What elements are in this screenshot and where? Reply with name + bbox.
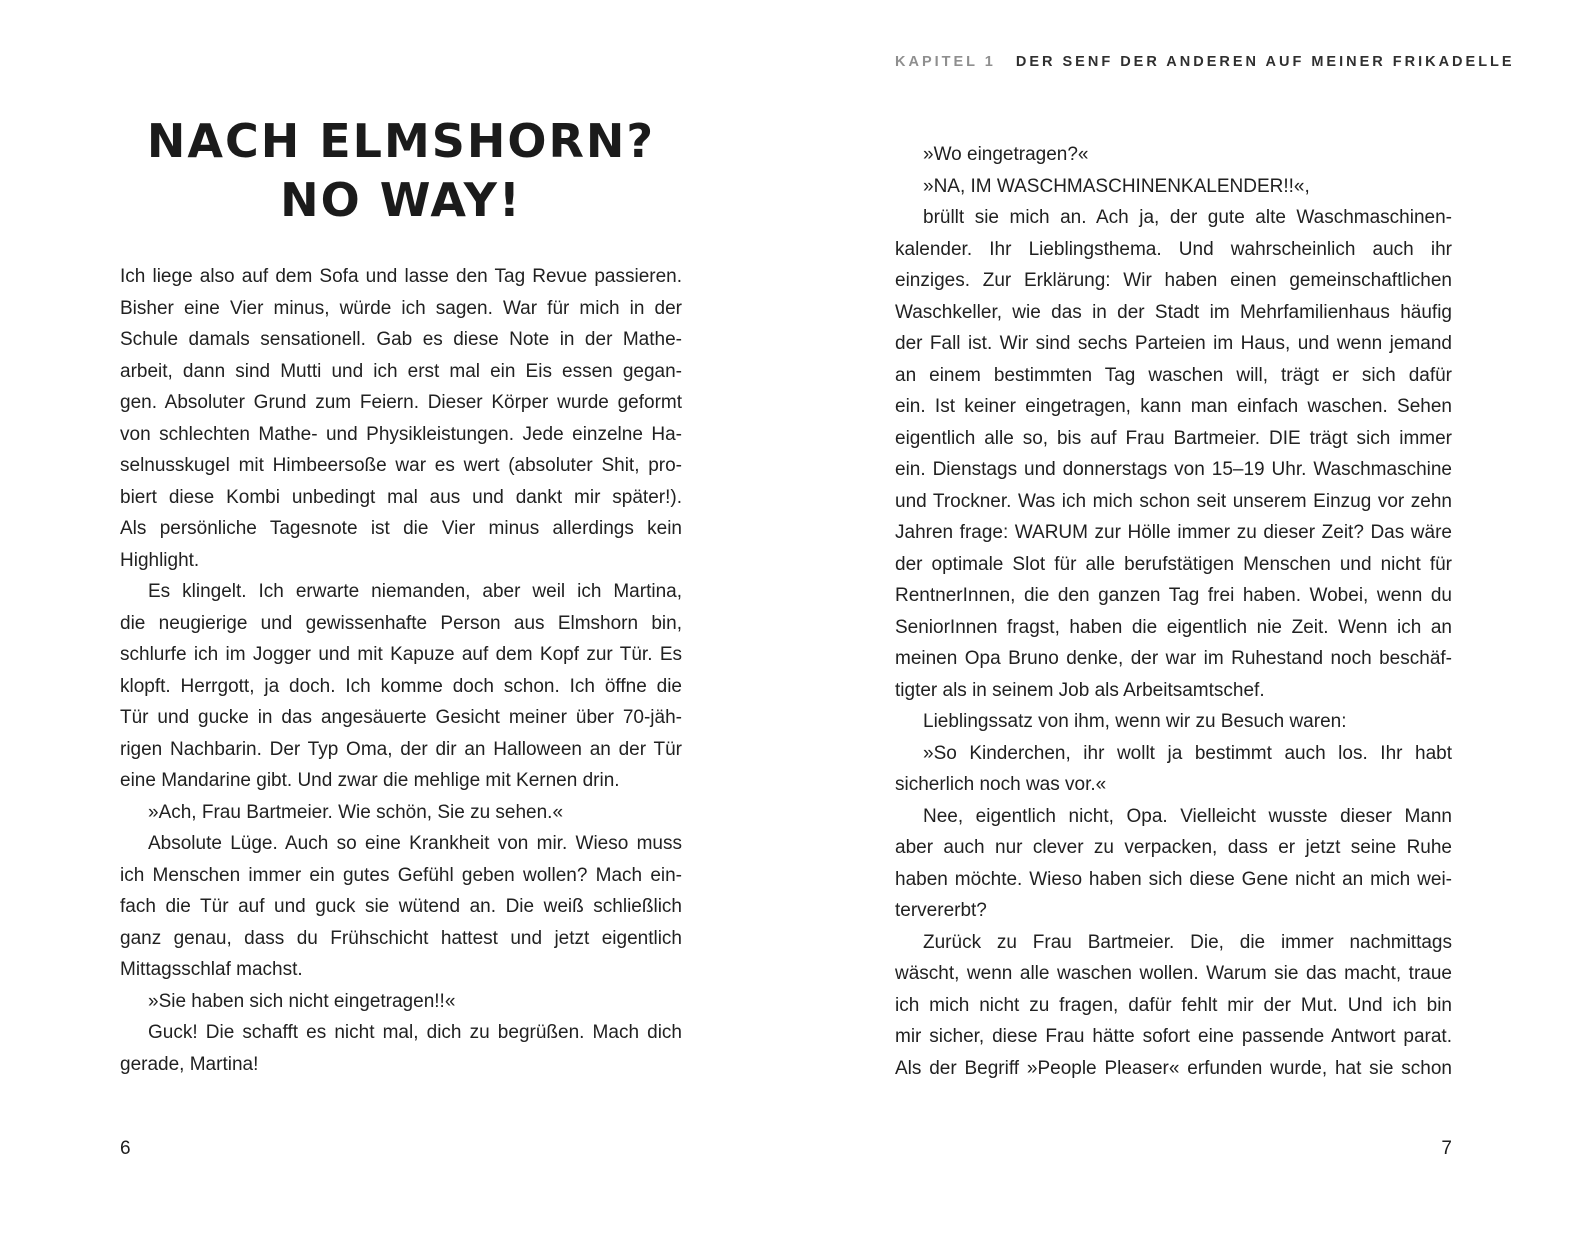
- text-line: fach die Tür auf und guck sie wütend an. Die weiß schließlich: [120, 896, 682, 917]
- text-line: kalender. Ihr Lieblingsthema. Und wahrscheinlich auch ihr: [895, 238, 1452, 260]
- text-line: ein. Dienstags und donnerstags von 15–19 Uhr. Waschmaschine: [895, 459, 1452, 480]
- text-line: und Trockner. Was ich mich schon seit unserem Einzug vor zehn: [895, 490, 1452, 512]
- running-header: [895, 54, 1515, 70]
- text-line: Mittagsschlaf machst.: [120, 959, 303, 980]
- text-line: aber auch nur clever zu verpacken, dass er jetzt seine Ruhe: [895, 837, 1452, 858]
- chapter-number-label: KAPITEL 1: [895, 54, 996, 70]
- text-line: ein. Ist keiner eingetragen, kann man einfach waschen. Sehen: [895, 396, 1452, 417]
- text-line: Ich liege also auf dem Sofa und lasse den Tag Revue passieren.: [120, 266, 682, 287]
- text-line: eine Mandarine gibt. Und zwar die mehlige mit Kernen drin.: [120, 770, 620, 791]
- text-line: RentnerInnen, die den ganzen Tag frei haben. Wobei, wenn du: [895, 585, 1452, 606]
- text-line: der Fall ist. Wir sind sechs Parteien im Haus, und wenn jemand: [895, 333, 1452, 354]
- text-line: Guck! Die schafft es nicht mal, dich zu begrüßen. Mach dich: [148, 1022, 682, 1043]
- text-line: sicherlich noch was vor.«: [895, 774, 1107, 795]
- text-line: Waschkeller, wie das in der Stadt im Mehrfamilienhaus häufig: [895, 301, 1452, 323]
- text-line: wäscht, wenn alle waschen wollen. Warum sie das macht, traue: [895, 963, 1452, 984]
- text-line: mir sicher, diese Frau hätte sofort eine passende Antwort parat.: [895, 1026, 1452, 1047]
- text-line: Schule damals sensationell. Gab es diese Note in der Mathe-: [120, 329, 682, 350]
- text-line: Bisher eine Vier minus, würde ich sagen. War für mich in der: [120, 297, 682, 319]
- text-line: einziges. Zur Erklärung: Wir haben einen gemeinschaftlichen: [895, 270, 1452, 291]
- text-line: tervererbt?: [895, 900, 987, 921]
- text-line: selnusskugel mit Himbeersoße war es wert (absoluter Shit, pro-: [120, 455, 682, 476]
- text-line: klopft. Herrgott, ja doch. Ich komme doch schon. Ich öffne die: [120, 675, 682, 697]
- chapter-heading: [120, 112, 682, 230]
- text-line: gen. Absoluter Grund zum Feiern. Dieser Körper wurde geformt: [120, 392, 682, 413]
- text-line: ich Menschen immer ein gutes Gefühl geben wollen? Mach ein-: [120, 864, 682, 886]
- text-line: Tür und gucke in das angesäuerte Gesicht meiner über 70-jäh-: [120, 707, 682, 728]
- chapter-heading-line-2: NO WAY!: [280, 173, 522, 227]
- text-line: Highlight.: [120, 549, 200, 571]
- text-line: Es klingelt. Ich erwarte niemanden, aber weil ich Martina,: [148, 581, 682, 602]
- text-line: Als persönliche Tagesnote ist die Vier minus allerdings kein: [120, 518, 682, 539]
- text-line: »So Kinderchen, ihr wollt ja bestimmt auch los. Ihr habt: [923, 742, 1452, 764]
- text-line: gerade, Martina!: [120, 1053, 259, 1075]
- text-line: eigentlich alle so, bis auf Frau Bartmeier. DIE trägt sich immer: [895, 427, 1452, 449]
- page-number-right: 7: [1441, 1138, 1452, 1159]
- chapter-title-label: DER SENF DER ANDEREN AUF MEINER FRIKADELLE: [1015, 54, 1515, 70]
- page-number-left: 6: [120, 1138, 131, 1159]
- text-line: ganz genau, dass du Frühschicht hattest und jetzt eigentlich: [120, 927, 682, 949]
- text-line: Nee, eigentlich nicht, Opa. Vielleicht wusste dieser Mann: [923, 805, 1452, 827]
- right-page-text-column: [895, 139, 1452, 1084]
- text-line: biert diese Kombi unbedingt mal aus und dankt mir später!).: [120, 486, 682, 508]
- text-line: an einem bestimmten Tag waschen will, trägt er sich dafür: [895, 364, 1452, 386]
- text-line: schlurfe ich im Jogger und mit Kapuze auf dem Kopf zur Tür. Es: [120, 644, 682, 665]
- chapter-heading-line-1: NACH ELMSHORN?: [146, 114, 656, 168]
- text-line: tigter als in seinem Job als Arbeitsamtschef.: [895, 679, 1265, 701]
- text-line: der optimale Slot für alle berufstätigen Menschen und nicht für: [895, 553, 1452, 575]
- text-line: die neugierige und gewissenhafte Person aus Elmshorn bin,: [120, 612, 682, 634]
- text-line: SeniorInnen fragst, haben die eigentlich nie Zeit. Wenn ich an: [895, 616, 1452, 638]
- text-line: brüllt sie mich an. Ach ja, der gute alte Waschmaschinen-: [923, 207, 1452, 228]
- text-line: haben möchte. Wieso haben sich diese Gene nicht an mich wei-: [895, 868, 1452, 890]
- left-page-text-column: [120, 261, 682, 1080]
- text-line: Zurück zu Frau Bartmeier. Die, die immer nachmittags: [923, 931, 1452, 953]
- text-line: von schlechten Mathe- und Physikleistungen. Jede einzelne Ha-: [120, 423, 682, 445]
- text-line: ich mich nicht zu fragen, dafür fehlt mir der Mut. Und ich bin: [895, 994, 1452, 1016]
- text-line: Jahren frage: WARUM zur Hölle immer zu dieser Zeit? Das wäre: [895, 522, 1452, 543]
- text-line: arbeit, dann sind Mutti und ich erst mal ein Eis essen gegan-: [120, 360, 682, 382]
- text-line: »Sie haben sich nicht eingetragen!!«: [148, 990, 456, 1012]
- text-line: rigen Nachbarin. Der Typ Oma, der dir an Halloween an der Tür: [120, 738, 682, 760]
- text-line: Absolute Lüge. Auch so eine Krankheit von mir. Wieso muss: [148, 833, 682, 854]
- text-line: Lieblingssatz von ihm, wenn wir zu Besuch waren:: [923, 711, 1347, 732]
- text-line: »NA, IM WASCHMASCHINENKALENDER!!«,: [923, 175, 1310, 197]
- text-line: meinen Opa Bruno denke, der war im Ruhestand noch beschäf-: [895, 648, 1452, 669]
- text-line: Als der Begriff »People Pleaser« erfunden wurde, hat sie schon: [895, 1057, 1452, 1079]
- text-line: »Ach, Frau Bartmeier. Wie schön, Sie zu sehen.«: [148, 801, 564, 823]
- text-line: »Wo eingetragen?«: [923, 144, 1089, 165]
